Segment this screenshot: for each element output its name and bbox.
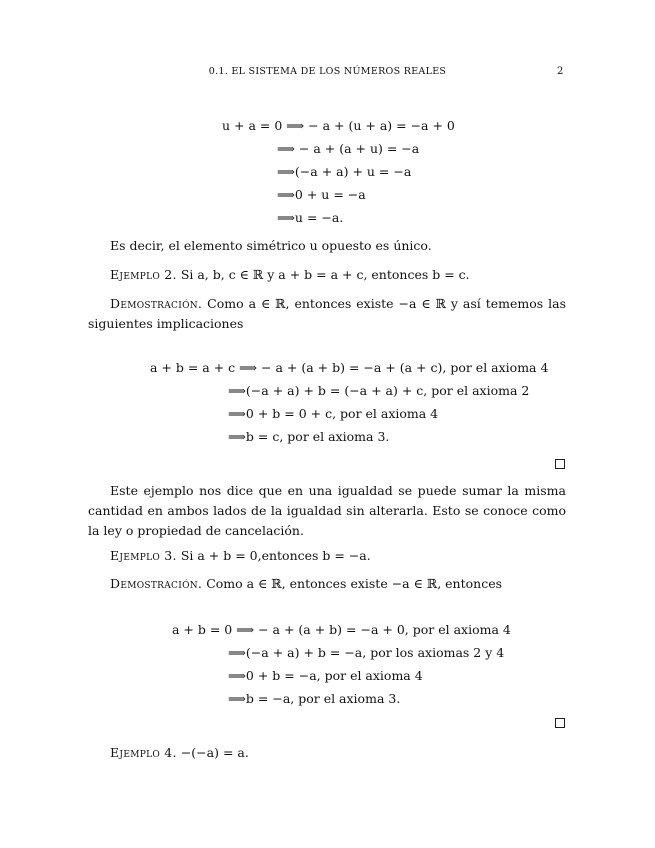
proof-label: Demostración.	[110, 576, 203, 591]
example-3	[110, 548, 371, 563]
qed-symbol	[555, 718, 565, 728]
example-label: Ejemplo 2.	[110, 267, 177, 282]
equation-line: ⟹ − a + (a + u) = −a	[277, 141, 420, 156]
example-4	[110, 745, 249, 760]
page-number: 2	[557, 66, 564, 77]
equation-line: ⟹u = −a.	[277, 210, 344, 225]
example-label: Ejemplo 4.	[110, 745, 177, 760]
example-statement: Si a + b = 0,entonces b = −a.	[180, 548, 371, 563]
equation-line: a + b = 0 ⟹ − a + (a + b) = −a + 0, por el axioma 4	[172, 622, 511, 637]
qed-symbol	[555, 459, 565, 469]
proof-3	[110, 576, 502, 591]
conclusion-text: Es decir, el elemento simétrico u opuesto es único.	[110, 238, 432, 253]
proof-text: Como a ∈ ℝ, entonces existe −a ∈ ℝ, entonces	[206, 576, 503, 591]
remark-paragraph: Este ejemplo nos dice que en una igualdad se puede sumar la misma cantidad en ambos lados de la igualdad sin alterarla. Esto se conoce como la ley o propiedad de cancelación.	[88, 483, 566, 538]
example-statement: Si a, b, c ∈ ℝ y a + b = a + c, entonces b = c.	[180, 267, 470, 282]
equation-line: ⟹(−a + a) + b = (−a + a) + c, por el axioma 2	[228, 383, 530, 398]
equation-line: ⟹b = −a, por el axioma 3.	[228, 691, 401, 706]
equation-line: ⟹0 + u = −a	[277, 187, 366, 202]
example-statement: −(−a) = a.	[180, 745, 249, 760]
equation-line: ⟹(−a + a) + b = −a, por los axiomas 2 y 4	[228, 645, 505, 660]
example-label: Ejemplo 3.	[110, 548, 177, 563]
equation-line: a + b = a + c ⟹ − a + (a + b) = −a + (a + c), por el axioma 4	[150, 360, 549, 375]
example-2	[110, 267, 470, 282]
proof-label: Demostración.	[110, 296, 203, 311]
equation-line: ⟹(−a + a) + u = −a	[277, 164, 412, 179]
proof-2	[88, 294, 566, 334]
running-header: 0.1. EL SISTEMA DE LOS NÚMEROS REALES	[208, 66, 447, 77]
equation-line: ⟹0 + b = −a, por el axioma 4	[228, 668, 423, 683]
proof-text: Como a ∈ ℝ, entonces existe −a ∈ ℝ y así tememos las siguientes implicaciones	[88, 296, 566, 331]
equation-line: ⟹0 + b = 0 + c, por el axioma 4	[228, 406, 439, 421]
equation-line: u + a = 0 ⟹ − a + (u + a) = −a + 0	[222, 118, 455, 133]
equation-line: ⟹b = c, por el axioma 3.	[228, 429, 390, 444]
